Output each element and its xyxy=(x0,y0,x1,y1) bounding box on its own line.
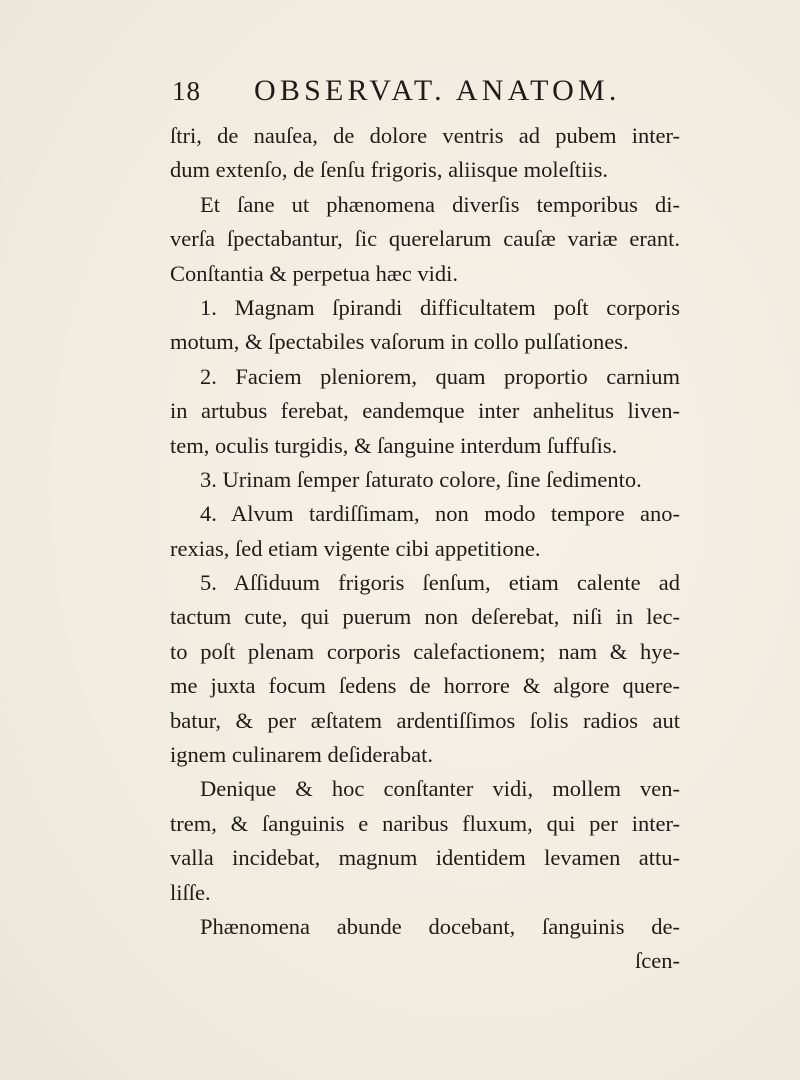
text-line: to poſt plenam corporis calefactionem; nam & hye- xyxy=(170,638,680,664)
text-line: trem, & ſanguinis e naribus fluxum, qui per inter- xyxy=(170,810,680,836)
text-line: 4. Alvum tardiſſimam, non modo tempore ano- xyxy=(200,501,680,527)
page-header xyxy=(172,74,672,114)
text-line: ſtri, de nauſea, de dolore ventris ad pubem inter- xyxy=(170,123,680,148)
text-line: 5. Aſſiduum frigoris ſenſum, etiam calente ad xyxy=(200,570,680,596)
text-line: Denique & hoc conſtanter vidi, mollem ven- xyxy=(200,776,680,802)
text-line: ignem culinarem deſiderabat. xyxy=(170,742,434,768)
text-line: verſa ſpectabantur, ſic querelarum cauſæ variæ erant. xyxy=(170,226,680,252)
text-line: Conſtantia & perpetua hæc vidi. xyxy=(170,260,459,286)
text-line: tem, oculis turgidis, & ſanguine interdum ſuffuſis. xyxy=(170,432,618,458)
text-line: batur, & per æſtatem ardentiſſimos ſolis radios aut xyxy=(170,707,680,733)
running-head: OBSERVAT. ANATOM. xyxy=(254,74,621,107)
text-line: me juxta focum ſedens de horrore & algore quere- xyxy=(170,673,680,699)
text-line: ſcen- xyxy=(635,948,680,974)
text-line: motum, & ſpectabiles vaſorum in collo pulſationes. xyxy=(170,329,629,355)
text-line: rexias, ſed etiam vigente cibi appetitione. xyxy=(170,535,541,561)
text-line: valla incidebat, magnum identidem levamen attu- xyxy=(170,845,680,871)
page-number: 18 xyxy=(172,76,201,106)
text-line: 1. Magnam ſpirandi difficultatem poſt corporis xyxy=(200,294,680,320)
text-line: 2. Faciem pleniorem, quam proportio carnium xyxy=(200,363,680,389)
text-line: in artubus ferebat, eandemque inter anhelitus liven- xyxy=(170,398,680,424)
text-line: Et ſane ut phænomena diverſis temporibus di- xyxy=(200,191,680,217)
text-line: dum extenſo, de ſenſu frigoris, aliisque moleſtiis. xyxy=(170,157,609,183)
body-text xyxy=(170,119,680,979)
text-line: Phænomena abunde docebant, ſanguinis de- xyxy=(200,913,680,939)
text-line: tactum cute, qui puerum non deſerebat, niſi in lec- xyxy=(170,604,680,630)
text-line: liſſe. xyxy=(170,879,211,905)
text-line: 3. Urinam ſemper ſaturato colore, ſine ſedimento. xyxy=(200,466,642,492)
